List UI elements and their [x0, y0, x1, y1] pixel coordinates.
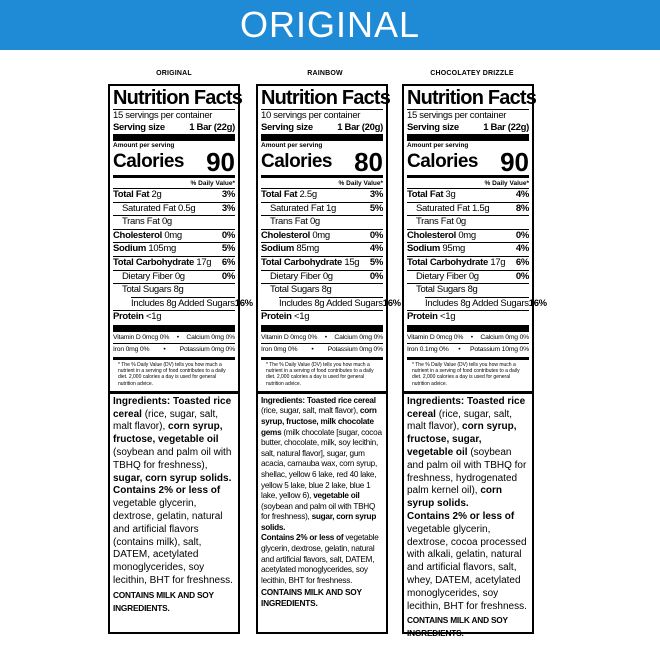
dietary-fiber-row: Dietary Fiber 0g 0%: [113, 270, 235, 284]
amount-per-serving: Amount per serving: [113, 142, 175, 149]
serving-size-row: Serving size 1 Bar (22g): [407, 121, 529, 133]
trans-fat-row: Trans Fat 0g: [261, 215, 383, 229]
nutrition-facts-title: Nutrition Facts: [407, 87, 537, 109]
amount-per-serving: Amount per serving: [407, 142, 469, 149]
vitamin-row-1: Vitamin D 0mcg 0% • Calcium 0mg 0%: [261, 333, 383, 341]
servings-row: 15 servings per container: [407, 110, 507, 121]
nutrition-panel-rainbow: [256, 84, 401, 634]
protein-row: Protein <1g: [113, 310, 235, 324]
dietary-fiber-row: Dietary Fiber 0g 0%: [261, 270, 383, 284]
vitamin-row-1: Vitamin D 0mcg 0% • Calcium 0mg 0%: [407, 333, 529, 341]
serving-size-row: Serving size 1 Bar (20g): [261, 121, 383, 133]
cholesterol-row: Cholesterol 0mg 0%: [113, 229, 235, 241]
nutrition-panel-original: [108, 84, 253, 634]
nutrition-panel-chocolatey-drizzle: [402, 84, 547, 639]
ingredients-block: Ingredients: Toasted rice cereal (rice, sugar, salt, malt flavor), corn syrup, fructose, vegetable oil (soybean and palm oil with TBHQ for freshness), sugar, corn syrup solids. Contains 2% or less of vegetable glycerin, dextrose, gelatin, natural and artificial flavors (contains milk), salt, DATEM, acetylated monoglycerides, soy lecithin, BHT for freshness. CONTAINS MILK AND SOY INGREDIENTS.: [110, 391, 238, 615]
ingredients-block: Ingredients: Toasted rice cereal (rice, sugar, salt, malt flavor), corn syrup, fructose, milk chocolate gems (milk chocolate [sugar, cocoa butter, chocolate, milk, soy lecithin, salt, natural flavor], sugar, gum acacia, carnauba wax, corn syrup, shellac, yellow 6 lake, red 40 lake, yellow 5 lake, blue 2 lake, blue 1 lake, yellow 6), vegetable oil (soybean and palm oil with TBHQ for freshness), sugar, corn syrup solids. Contains 2% or less of vegetable glycerin, dextrose, gelatin, natural and artificial flavors, salt, DATEM, acetylated monoglycerides, soy lecithin, BHT for freshness. CONTAINS MILK AND SOY INGREDIENTS.: [258, 391, 386, 609]
added-sugars-row: Includes 8g Added Sugars 16%: [425, 297, 547, 309]
protein-row: Protein <1g: [407, 310, 529, 324]
total-sugars-row: Total Sugars 8g: [407, 283, 529, 297]
serving-size-row: Serving size 1 Bar (22g): [113, 121, 235, 133]
amount-per-serving: Amount per serving: [261, 142, 323, 149]
daily-value-footnote: * The % Daily Value (DV) tells you how much a nutrient in a serving of food contributes to a daily diet. 2,000 calories a day is used for general nutrition advice.: [118, 361, 226, 387]
calories-row: Calories 90: [113, 147, 235, 177]
saturated-fat-row: Saturated Fat 1.5g 8%: [407, 202, 529, 216]
cholesterol-row: Cholesterol 0mg 0%: [261, 229, 383, 241]
calories-row: Calories 90: [407, 147, 529, 177]
daily-value-footnote: * The % Daily Value (DV) tells you how much a nutrient in a serving of food contributes to a daily diet. 2,000 calories a day is used for general nutrition advice.: [412, 361, 520, 387]
nutrition-facts-title: Nutrition Facts: [113, 87, 243, 109]
trans-fat-row: Trans Fat 0g: [113, 215, 235, 229]
dietary-fiber-row: Dietary Fiber 0g 0%: [407, 270, 529, 284]
allergen-statement: CONTAINS MILK AND SOY INGREDIENTS.: [407, 615, 508, 639]
vitamin-row-2: Iron 0mg 0% • Potassium 0mg 0%: [261, 346, 383, 354]
vitamin-row-2: Iron 0.1mg 0% • Potassium 10mg 0%: [407, 346, 529, 354]
column-title-chocolatey-drizzle: CHOCOLATEY DRIZZLE: [430, 70, 514, 77]
daily-value-header: % Daily Value*: [484, 180, 529, 187]
daily-value-header: % Daily Value*: [338, 180, 383, 187]
sodium-row: Sodium 85mg 4%: [261, 243, 383, 255]
vitamin-row-1: Vitamin D 0mcg 0% • Calcium 0mg 0%: [113, 333, 235, 341]
added-sugars-row: Includes 8g Added Sugars 16%: [131, 297, 253, 309]
sodium-row: Sodium 105mg 5%: [113, 243, 235, 255]
ingredients-block: Ingredients: Toasted rice cereal (rice, sugar, salt, malt flavor), corn syrup, fructose, sugar, vegetable oil (soybean and palm oil with TBHQ for freshness, hydrogenated palm kernel oil), corn syrup solids. Contains 2% or less of vegetable glycerin, dextrose, cocoa processed with alkali, gelatin, natural and artificial flavors, salt, whey, DATEM, acetylated monoglycerides, soy lecithin, BHT for freshness. CONTAINS MILK AND SOY INGREDIENTS.: [404, 391, 532, 640]
column-title-rainbow: RAINBOW: [307, 70, 343, 77]
servings-row: 15 servings per container: [113, 110, 213, 121]
daily-value-header: % Daily Value*: [190, 180, 235, 187]
sodium-row: Sodium 95mg 4%: [407, 243, 529, 255]
allergen-statement: CONTAINS MILK AND SOY INGREDIENTS.: [261, 587, 362, 609]
column-title-original: ORIGINAL: [156, 70, 192, 77]
protein-row: Protein <1g: [261, 310, 383, 324]
total-sugars-row: Total Sugars 8g: [113, 283, 235, 297]
trans-fat-row: Trans Fat 0g: [407, 215, 529, 229]
daily-value-footnote: * The % Daily Value (DV) tells you how much a nutrient in a serving of food contributes to a daily diet. 2,000 calories a day is used for general nutrition advice.: [266, 361, 374, 387]
total-fat-row: Total Fat 3g 4%: [407, 189, 529, 200]
saturated-fat-row: Saturated Fat 0.5g 3%: [113, 202, 235, 216]
total-sugars-row: Total Sugars 8g: [261, 283, 383, 297]
total-fat-row: Total Fat 2.5g 3%: [261, 189, 383, 200]
added-sugars-row: Includes 8g Added Sugars 16%: [279, 297, 401, 309]
cholesterol-row: Cholesterol 0mg 0%: [407, 229, 529, 241]
carbohydrate-row: Total Carbohydrate 17g 6%: [113, 256, 235, 268]
carbohydrate-row: Total Carbohydrate 15g 5%: [261, 256, 383, 268]
nutrition-facts-title: Nutrition Facts: [261, 87, 391, 109]
calories-row: Calories 80: [261, 147, 383, 177]
vitamin-row-2: Iron 0mg 0% • Potassium 0mg 0%: [113, 346, 235, 354]
servings-row: 10 servings per container: [261, 110, 361, 121]
carbohydrate-row: Total Carbohydrate 17g 6%: [407, 256, 529, 268]
saturated-fat-row: Saturated Fat 1g 5%: [261, 202, 383, 216]
total-fat-row: Total Fat 2g 3%: [113, 189, 235, 200]
banner-title: ORIGINAL: [0, 0, 660, 50]
allergen-statement: CONTAINS MILK AND SOY INGREDIENTS.: [113, 589, 214, 613]
